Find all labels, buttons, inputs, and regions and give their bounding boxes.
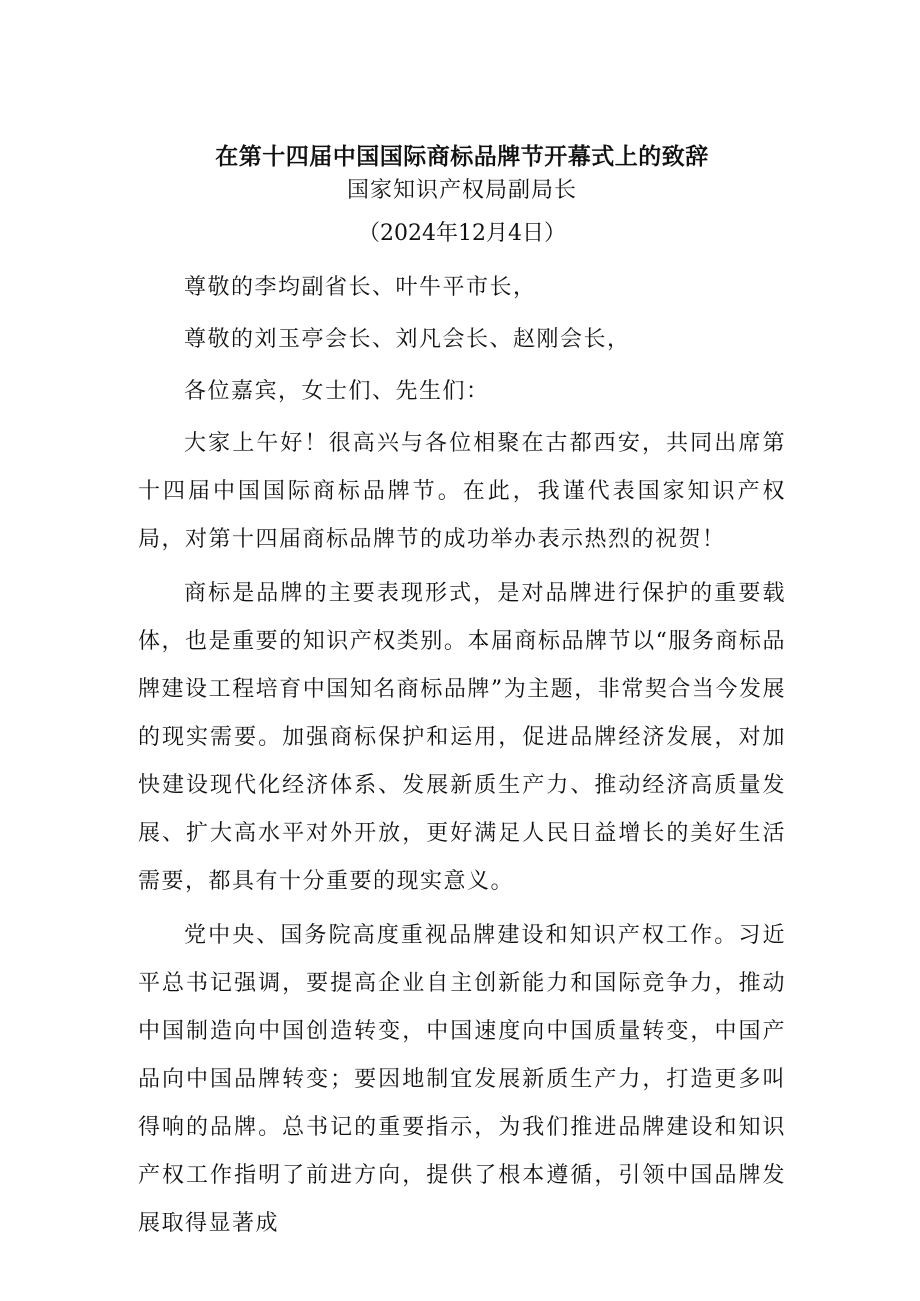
greeting-line-3: 各位嘉宾，女士们、先生们： <box>184 379 490 404</box>
document-title: 在第十四届中国国际商标品牌节开幕式上的致辞 <box>215 143 709 170</box>
greeting-line-1: 尊敬的李均副省长、叶牛平市长， <box>184 275 537 300</box>
paragraph-2: 商标是品牌的主要表现形式，是对品牌进行保护的重要载体，也是重要的知识产权类别。本届商标品牌节以“服务商标品牌建设工程培育中国知名商标品牌”为主题，非常契合当今发展的现实需要。加强商标保护和运用，促进品牌经济发展，对加快建设现代化经济体系、发展新质生产力、推动经济高质量发展、扩大高水平对外开放，更好满足人民日益增长的美好生活需要，都具有十分重要的现实意义。 <box>138 581 786 894</box>
speaker-title: 国家知识产权局副局长 <box>346 178 577 203</box>
paragraph-1: 大家上午好！很高兴与各位相聚在古都西安，共同出席第十四届中国国际商标品牌节。在此，我谨代表国家知识产权局，对第十四届商标品牌节的成功举办表示热烈的祝贺！ <box>138 431 786 552</box>
paragraph-3: 党中央、国务院高度重视品牌建设和知识产权工作。习近平总书记强调，要提高企业自主创新能力和国际竞争力，推动中国制造向中国创造转变，中国速度向中国质量转变，中国产品向中国品牌转变；要因地制宜发展新质生产力，打造更多叫得响的品牌。总书记的重要指示，为我们推进品牌建设和知识产权工作指明了前进方向，提供了根本遵循，引领中国品牌发展取得显著成 <box>138 923 786 1236</box>
greeting-line-2: 尊敬的刘玉亭会长、刘凡会长、赵刚会长， <box>184 327 631 352</box>
speech-date: （2024年12月4日） <box>358 221 566 246</box>
